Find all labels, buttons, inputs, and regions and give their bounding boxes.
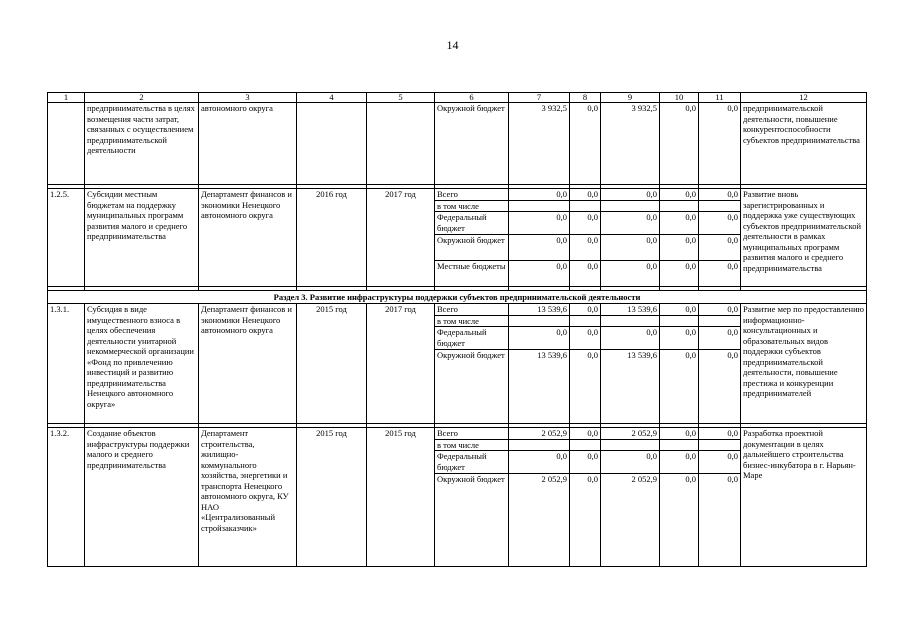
col-header: 11 <box>699 93 741 103</box>
column-number-row <box>48 93 867 103</box>
funding-source: в том числе <box>435 439 509 451</box>
value-cell: 0,0 <box>601 189 660 201</box>
value-cell: 0,0 <box>699 451 741 474</box>
start-year: 2015 год <box>297 304 367 424</box>
value-cell: 0,0 <box>570 451 601 474</box>
expected-result: Развитие мер по предоставлению информационно-консультационных и образовательных видов поддержки субъектов предпринимательской деятельности, повышение престижа и конкуренции предпринимателей <box>741 304 867 424</box>
funding-source: Федеральный бюджет <box>435 327 509 350</box>
value-cell: 0,0 <box>570 235 601 261</box>
start-year: 2015 год <box>297 428 367 567</box>
value-cell: 0,0 <box>570 261 601 287</box>
value-cell: 0,0 <box>570 103 601 185</box>
start-year: 2016 год <box>297 189 367 287</box>
col-header: 1 <box>48 93 85 103</box>
value-cell: 0,0 <box>699 261 741 287</box>
value-cell: 0,0 <box>509 189 570 201</box>
value-cell: 0,0 <box>601 261 660 287</box>
section-heading-row <box>48 291 867 304</box>
value-cell: 0,0 <box>570 304 601 316</box>
col-header: 10 <box>660 93 699 103</box>
value-cell: 2 052,9 <box>601 474 660 567</box>
value-cell: 0,0 <box>509 327 570 350</box>
value-cell: 0,0 <box>660 428 699 440</box>
page-number: 14 <box>446 38 459 52</box>
executor: Департамент финансов и экономики Ненецкого автономного округа <box>199 189 297 287</box>
value-cell: 0,0 <box>570 212 601 235</box>
value-cell: 0,0 <box>660 350 699 424</box>
funding-source: в том числе <box>435 315 509 327</box>
col-header: 8 <box>570 93 601 103</box>
funding-source: Окружной бюджет <box>435 474 509 567</box>
value-cell: 2 052,9 <box>509 428 570 440</box>
value-cell: 0,0 <box>660 189 699 201</box>
value-cell: 0,0 <box>570 327 601 350</box>
end-year <box>367 103 435 185</box>
value-cell: 0,0 <box>699 212 741 235</box>
row-number: 1.2.5. <box>48 189 85 287</box>
executor: Департамент финансов и экономики Ненецкого автономного округа <box>199 304 297 424</box>
value-cell: 0,0 <box>570 189 601 201</box>
col-header: 2 <box>85 93 199 103</box>
value-cell: 0,0 <box>601 327 660 350</box>
value-cell: 0,0 <box>660 103 699 185</box>
funding-source: Всего <box>435 428 509 440</box>
value-cell: 0,0 <box>509 261 570 287</box>
table-row <box>48 428 867 440</box>
col-header: 12 <box>741 93 867 103</box>
col-header: 9 <box>601 93 660 103</box>
funding-source: Окружной бюджет <box>435 350 509 424</box>
measure-name: Создание объектов инфраструктуры поддержки малого и среднего предпринимательства <box>85 428 199 567</box>
value-cell: 13 539,6 <box>509 350 570 424</box>
value-cell: 13 539,6 <box>601 350 660 424</box>
value-cell: 0,0 <box>660 327 699 350</box>
funding-source: Окружной бюджет <box>435 235 509 261</box>
end-year: 2015 год <box>367 428 435 567</box>
funding-source: Федеральный бюджет <box>435 451 509 474</box>
funding-source: Местные бюджеты <box>435 261 509 287</box>
value-cell: 3 932,5 <box>601 103 660 185</box>
col-header: 5 <box>367 93 435 103</box>
value-cell: 0,0 <box>509 212 570 235</box>
funding-source: в том числе <box>435 200 509 212</box>
measure-name: предпринимательства в целях возмещения части затрат, связанных с осуществлением предпринимательской деятельности <box>85 103 199 185</box>
value-cell: 0,0 <box>509 235 570 261</box>
value-cell: 0,0 <box>699 327 741 350</box>
row-number <box>48 103 85 185</box>
value-cell: 0,0 <box>570 428 601 440</box>
value-cell: 0,0 <box>660 474 699 567</box>
expected-result: Разработка проектной документации в целях дальнейшего строительства бизнес-инкубатора в г. Нарьян-Маре <box>741 428 867 567</box>
end-year: 2017 год <box>367 189 435 287</box>
funding-source: Всего <box>435 189 509 201</box>
value-cell: 3 932,5 <box>509 103 570 185</box>
value-cell: 0,0 <box>509 451 570 474</box>
col-header: 4 <box>297 93 367 103</box>
funding-source: Всего <box>435 304 509 316</box>
value-cell: 0,0 <box>699 103 741 185</box>
section-title: Раздел 3. Развитие инфраструктуры поддержки субъектов предпринимательской деятельности <box>48 291 867 304</box>
table-row <box>48 103 867 185</box>
value-cell: 0,0 <box>699 189 741 201</box>
value-cell: 0,0 <box>660 261 699 287</box>
end-year: 2017 год <box>367 304 435 424</box>
executor: автономного округа <box>199 103 297 185</box>
value-cell: 0,0 <box>570 350 601 424</box>
funding-source: Окружной бюджет <box>435 103 509 185</box>
executor: Департамент строительства, жилищно-коммунального хозяйства, энергетики и транспорта Ненецкого автономного округа, КУ НАО «Централизованный стройзаказчик» <box>199 428 297 567</box>
expected-result: Развитие вновь зарегистрированных и поддержка уже существующих субъектов предпринимательской деятельности в рамках муниципальных программ развития малого и среднего предпринимательства <box>741 189 867 287</box>
value-cell: 0,0 <box>601 451 660 474</box>
value-cell: 0,0 <box>660 212 699 235</box>
value-cell: 0,0 <box>660 451 699 474</box>
value-cell: 2 052,9 <box>601 428 660 440</box>
value-cell: 0,0 <box>699 474 741 567</box>
program-table <box>47 92 867 567</box>
value-cell: 2 052,9 <box>509 474 570 567</box>
measure-name: Субсидии местным бюджетам на поддержку муниципальных программ развития малого и среднего предпринимательства <box>85 189 199 287</box>
col-header: 7 <box>509 93 570 103</box>
funding-source: Федеральный бюджет <box>435 212 509 235</box>
value-cell: 0,0 <box>660 304 699 316</box>
value-cell: 0,0 <box>660 235 699 261</box>
row-number: 1.3.2. <box>48 428 85 567</box>
value-cell: 0,0 <box>699 428 741 440</box>
table-row <box>48 304 867 316</box>
col-header: 6 <box>435 93 509 103</box>
row-number: 1.3.1. <box>48 304 85 424</box>
measure-name: Субсидия в виде имущественного взноса в целях обеспечения деятельности унитарной некоммерческой организации «Фонд по привлечению инвестиций и развитию предпринимательства Ненецкого автономного округа» <box>85 304 199 424</box>
value-cell: 0,0 <box>699 304 741 316</box>
col-header: 3 <box>199 93 297 103</box>
value-cell: 0,0 <box>601 212 660 235</box>
value-cell: 13 539,6 <box>601 304 660 316</box>
value-cell: 0,0 <box>570 474 601 567</box>
start-year <box>297 103 367 185</box>
value-cell: 0,0 <box>699 350 741 424</box>
expected-result: предпринимательской деятельности, повышение конкурентоспособности субъектов предпринимательства <box>741 103 867 185</box>
value-cell: 13 539,6 <box>509 304 570 316</box>
value-cell: 0,0 <box>699 235 741 261</box>
table-row <box>48 189 867 201</box>
value-cell: 0,0 <box>601 235 660 261</box>
